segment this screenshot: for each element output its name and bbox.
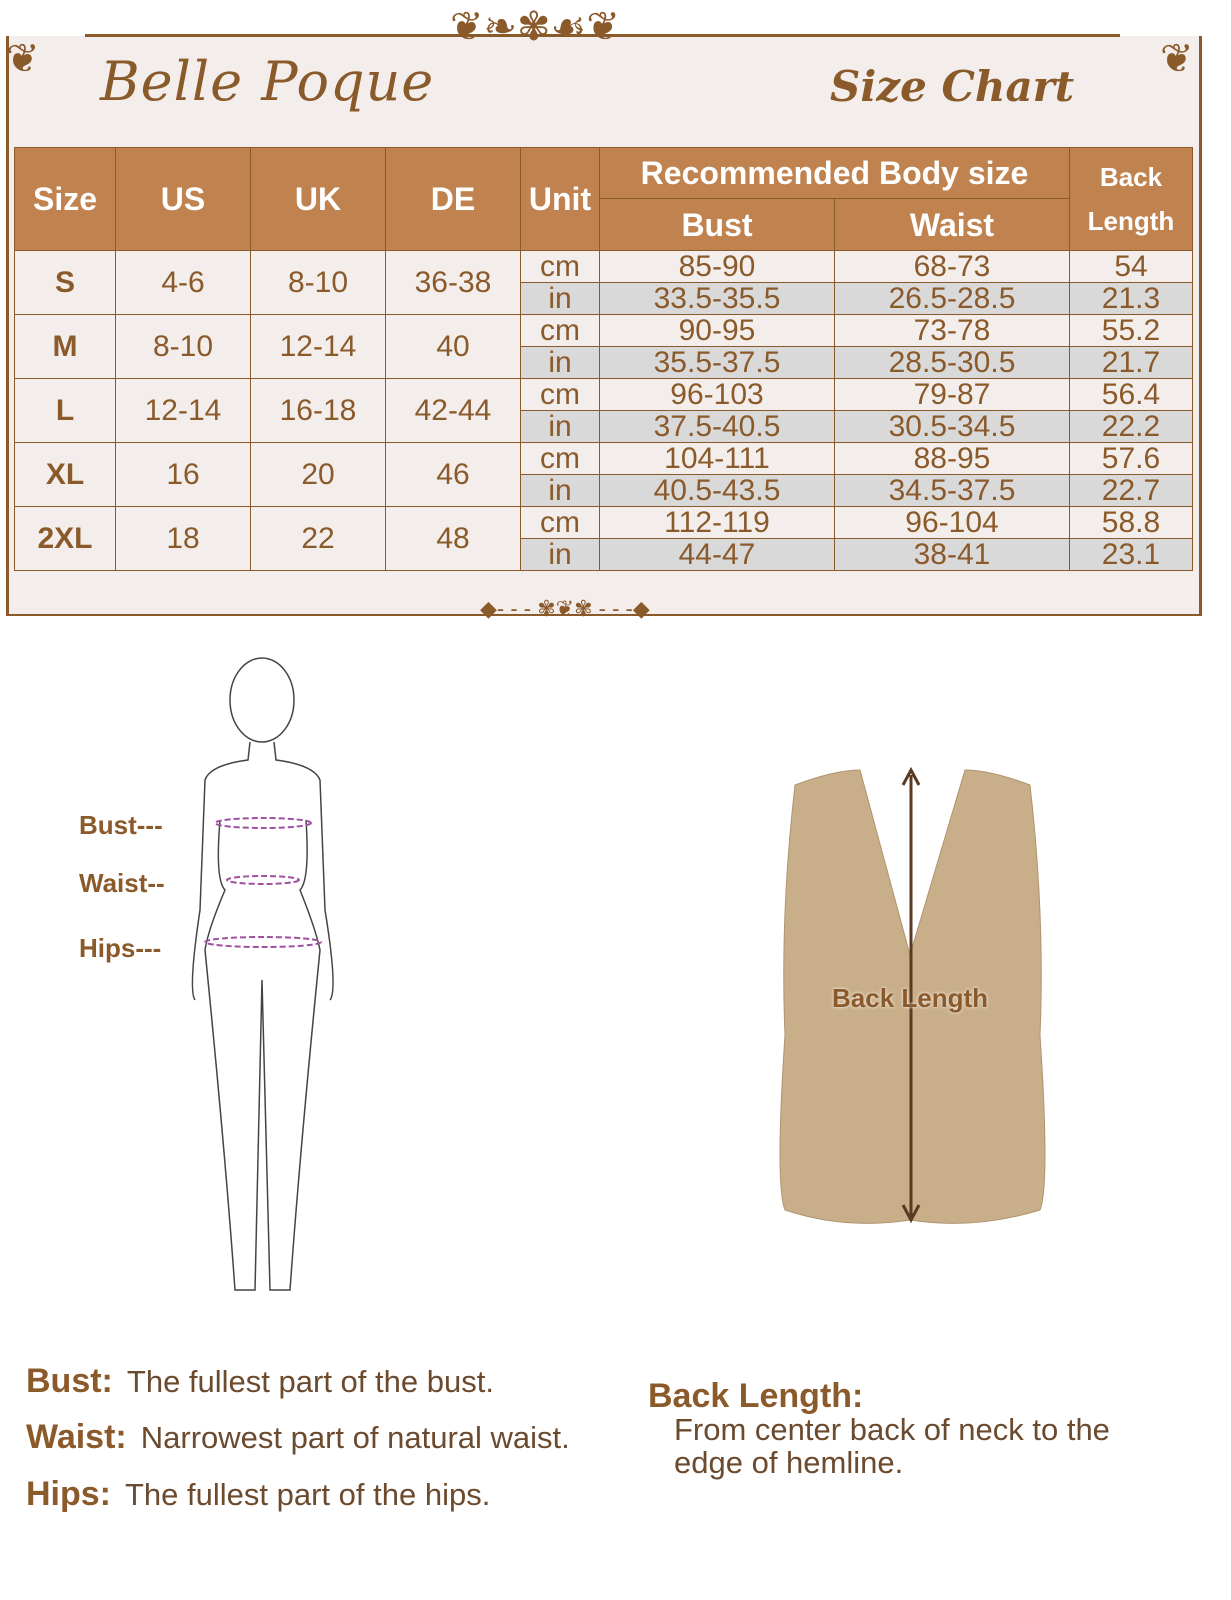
cell-cm-waist: 96-104 [835,507,1070,539]
table-row [15,251,1193,283]
cell-cm-unit: cm [521,507,600,539]
cell-in-waist: 38-41 [835,539,1070,571]
cell-in-unit: in [521,539,600,571]
table-row [15,379,1193,411]
cell-in-waist: 26.5-28.5 [835,283,1070,315]
cell-in-unit: in [521,283,600,315]
back-length-term: Back Length: [648,1377,864,1415]
header-recommended: Recommended Body size [600,148,1070,199]
cell-in-bust: 44-47 [600,539,835,571]
cell-uk: 22 [251,507,386,571]
cell-de: 46 [386,443,521,507]
back-length-text-1: From center back of neck to the [674,1412,1110,1447]
cell-us: 12-14 [116,379,251,443]
corner-ornament-icon: ❦ [1160,37,1194,81]
hips-term: Hips: [26,1475,111,1513]
cell-uk: 8-10 [251,251,386,315]
cell-de: 40 [386,315,521,379]
header-uk: UK [251,148,386,251]
cell-in-bust: 35.5-37.5 [600,347,835,379]
cell-cm-bust: 96-103 [600,379,835,411]
cell-cm-unit: cm [521,443,600,475]
cell-de: 36-38 [386,251,521,315]
cell-cm-waist: 73-78 [835,315,1070,347]
cell-cm-bust: 104-111 [600,443,835,475]
cell-uk: 16-18 [251,379,386,443]
table-row [15,507,1193,539]
cell-cm-back: 58.8 [1070,507,1193,539]
cell-us: 8-10 [116,315,251,379]
cell-cm-back: 57.6 [1070,443,1193,475]
back-length-label: Back Length [832,983,989,1013]
cell-in-back: 22.7 [1070,475,1193,507]
cell-size: S [15,251,116,315]
cell-cm-unit: cm [521,379,600,411]
header-size: Size [15,148,116,251]
waist-term: Waist: [26,1418,127,1456]
cell-cm-unit: cm [521,315,600,347]
cell-in-back: 23.1 [1070,539,1193,571]
cell-in-bust: 40.5-43.5 [600,475,835,507]
header-waist: Waist [835,199,1070,251]
back-length-text-2: edge of hemline. [674,1445,904,1480]
cell-in-waist: 34.5-37.5 [835,475,1070,507]
cell-uk: 20 [251,443,386,507]
cell-in-waist: 28.5-30.5 [835,347,1070,379]
cell-cm-back: 54 [1070,251,1193,283]
cell-cm-unit: cm [521,251,600,283]
bust-term: Bust: [26,1362,113,1400]
cell-in-unit: in [521,411,600,443]
hips-label: Hips--- [79,933,162,963]
table-row [15,443,1193,475]
bust-label: Bust--- [79,810,163,840]
waist-definition [26,1418,570,1457]
back-length-definition [648,1377,1110,1480]
cell-cm-waist: 88-95 [835,443,1070,475]
page-title: Size Chart [830,62,1075,111]
cell-in-back: 21.7 [1070,347,1193,379]
header-de: DE [386,148,521,251]
waist-label: Waist-- [79,868,165,898]
cell-cm-bust: 112-119 [600,507,835,539]
cell-size: L [15,379,116,443]
cell-cm-back: 55.2 [1070,315,1193,347]
table-row [15,315,1193,347]
cell-in-waist: 30.5-34.5 [835,411,1070,443]
waist-text: Narrowest part of natural waist. [140,1420,570,1455]
cell-cm-waist: 68-73 [835,251,1070,283]
cell-de: 42-44 [386,379,521,443]
hips-text: The fullest part of the hips. [125,1477,491,1512]
cell-size: 2XL [15,507,116,571]
header-bust: Bust [600,199,835,251]
cell-in-bust: 33.5-35.5 [600,283,835,315]
cell-in-back: 22.2 [1070,411,1193,443]
cell-in-bust: 37.5-40.5 [600,411,835,443]
bust-definition [26,1362,494,1401]
cell-cm-bust: 85-90 [600,251,835,283]
header-unit: Unit [521,148,600,251]
cell-size: XL [15,443,116,507]
corner-ornament-icon: ❦ [6,37,40,81]
cell-uk: 12-14 [251,315,386,379]
cell-in-unit: in [521,475,600,507]
cell-us: 18 [116,507,251,571]
header-us: US [116,148,251,251]
cell-us: 16 [116,443,251,507]
brand-logo: Belle Poque [100,50,435,113]
cell-size: M [15,315,116,379]
cell-in-unit: in [521,347,600,379]
cell-cm-back: 56.4 [1070,379,1193,411]
bust-text: The fullest part of the bust. [126,1364,494,1399]
ornament-icon: ❦❧✾☙❦ [450,5,620,49]
cell-in-back: 21.3 [1070,283,1193,315]
cell-cm-waist: 79-87 [835,379,1070,411]
bottom-ornament-icon: ◆- - - ✾❦✾ - - -◆ [480,596,650,621]
cell-cm-bust: 90-95 [600,315,835,347]
cell-us: 4-6 [116,251,251,315]
body-figure-illustration [180,650,350,1300]
cell-de: 48 [386,507,521,571]
header-back-length: Back Length [1070,148,1193,251]
hips-definition [26,1475,490,1514]
size-table [14,147,1193,571]
